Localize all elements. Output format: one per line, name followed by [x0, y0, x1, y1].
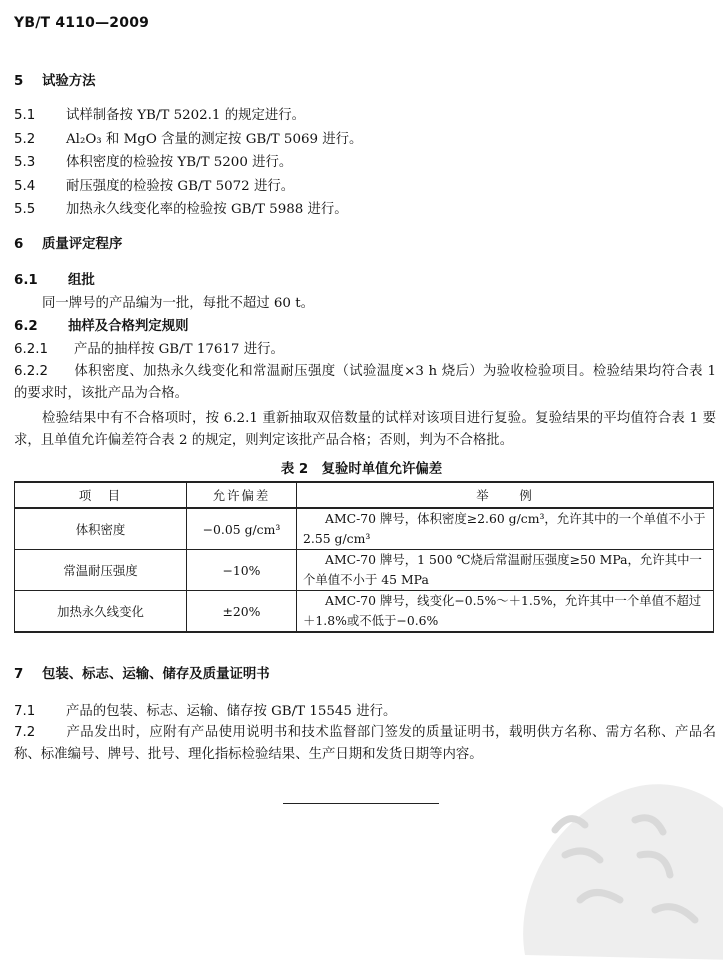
clause-text: 产品的包装、标志、运输、储存按 GB/T 15545 进行。	[66, 704, 397, 719]
section-5-heading	[14, 73, 96, 91]
section-title: 包装、标志、运输、储存及质量证明书	[42, 667, 270, 682]
clause-text: 试样制备按 YB/T 5202.1 的规定进行。	[66, 108, 306, 123]
clause-5-4	[14, 178, 294, 196]
clause-number: 6.1	[14, 273, 38, 288]
clause-number: 5.4	[14, 179, 36, 194]
header-example: 举 例	[297, 482, 714, 508]
section-number: 7	[14, 667, 24, 682]
clause-5-3	[14, 154, 292, 172]
table-row	[15, 508, 714, 550]
clause-text: 产品的抽样按 GB/T 17617 进行。	[74, 342, 284, 357]
clause-number: 5.5	[14, 202, 36, 217]
clause-number: 6.2.1	[14, 342, 49, 357]
clause-6-2-2-retest: 检验结果中有不合格项时，按 6.2.1 重新抽取双倍数量的试样对该项目进行复验。复验结果的平均值符合表 1 要求，且单值允许偏差符合表 2 的规定，则判定该批产品合格；否则，判为不合格批。	[14, 411, 716, 448]
end-rule	[283, 803, 439, 804]
clause-6-1-heading	[14, 272, 95, 290]
table-2-caption: 表 2 复验时单值允许偏差	[280, 462, 443, 477]
cell-tolerance: ±20%	[187, 591, 297, 633]
header-item: 项 目	[15, 482, 187, 508]
cell-item: 常温耐压强度	[15, 550, 187, 591]
table-row	[15, 591, 714, 633]
clause-6-2-2	[14, 361, 716, 405]
clause-text: 体积密度的检验按 YB/T 5200 进行。	[66, 155, 293, 170]
clause-6-1-text: 同一牌号的产品编为一批，每批不超过 60 t。	[42, 296, 314, 311]
clause-title: 组批	[68, 273, 95, 288]
clause-text: Al₂O₃ 和 MgO 含量的测定按 GB/T 5069 进行。	[66, 132, 363, 147]
section-title: 试验方法	[42, 74, 96, 89]
clause-7-1	[14, 703, 396, 721]
clause-6-2-1	[14, 341, 284, 359]
clause-text: 体积密度、加热永久线变化和常温耐压强度（试验温度×3 h 烧后）为验收检验项目。检验结果均符合表 1 的要求时，该批产品为合格。	[14, 364, 716, 401]
cell-tolerance: −10%	[187, 550, 297, 591]
clause-text: 耐压强度的检验按 GB/T 5072 进行。	[66, 179, 295, 194]
clause-number: 6.2.2	[14, 364, 49, 379]
standard-code-header: YB/T 4110—2009	[14, 15, 150, 31]
section-7-heading	[14, 666, 270, 684]
cell-item: 加热永久线变化	[15, 591, 187, 633]
clause-number: 6.2	[14, 319, 38, 334]
section-6-heading	[14, 236, 122, 254]
clause-6-2-heading	[14, 318, 189, 336]
cell-example: AMC-70 牌号，1 500 ℃烧后常温耐压强度≥50 MPa，允许其中一个单值不小于 45 MPa	[297, 550, 714, 591]
clause-number: 5.2	[14, 132, 36, 147]
cell-tolerance: −0.05 g/cm³	[187, 508, 297, 550]
watermark-stamp	[485, 760, 723, 960]
clause-number: 7.2	[14, 725, 36, 740]
header-tolerance: 允许偏差	[187, 482, 297, 508]
clause-text: 加热永久线变化率的检验按 GB/T 5988 进行。	[66, 202, 348, 217]
clause-title: 抽样及合格判定规则	[68, 319, 189, 334]
section-number: 6	[14, 237, 24, 252]
section-title: 质量评定程序	[42, 237, 123, 252]
cell-example: AMC-70 牌号，体积密度≥2.60 g/cm³，允许其中的一个单值不小于 2.55 g/cm³	[297, 508, 714, 550]
clause-number: 5.1	[14, 108, 36, 123]
clause-number: 5.3	[14, 155, 36, 170]
clause-5-2	[14, 131, 362, 149]
section-number: 5	[14, 74, 24, 89]
clause-number: 7.1	[14, 704, 36, 719]
clause-5-5	[14, 201, 348, 219]
clause-5-1	[14, 107, 305, 125]
table-header-row	[15, 482, 714, 508]
table-2	[14, 481, 714, 633]
cell-example: AMC-70 牌号，线变化−0.5%～＋1.5%，允许其中一个单值不超过＋1.8%或不低于−0.6%	[297, 591, 714, 633]
clause-text: 产品发出时，应附有产品使用说明书和技术监督部门签发的质量证明书，载明供方名称、需方名称、产品名称、标准编号、牌号、批号、理化指标检验结果、生产日期和发货日期等内容。	[14, 725, 716, 762]
table-row	[15, 550, 714, 591]
cell-item: 体积密度	[15, 508, 187, 550]
